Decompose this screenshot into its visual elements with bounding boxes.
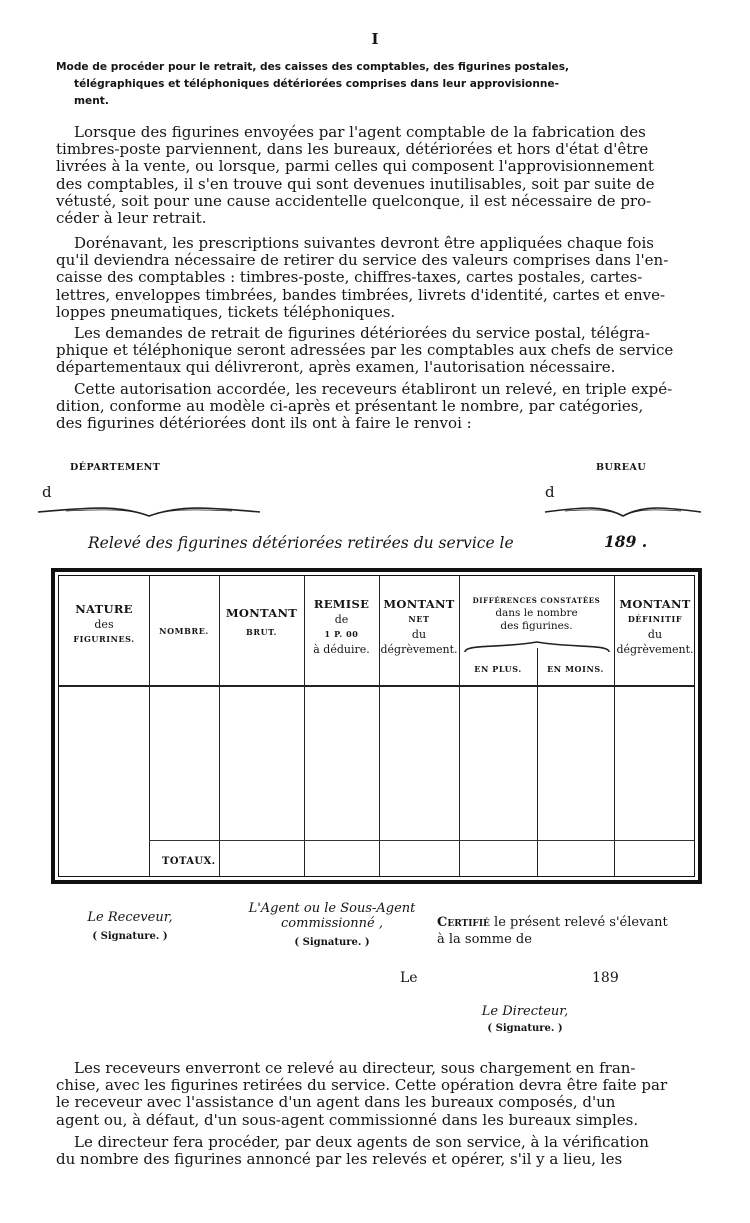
paragraph-6 — [56, 1134, 716, 1168]
page-number: I — [371, 30, 379, 48]
date-year: 189 — [592, 970, 619, 986]
p3-line-3: départementaux qui délivreront, après examen, l'autorisation nécessaire. — [56, 358, 616, 377]
th-differences-a: DIFFÉRENCES CONSTATÉES — [472, 596, 601, 605]
th-montant-definitif — [614, 597, 696, 657]
col-rule — [537, 648, 538, 876]
p2-line-4: lettres, enveloppes timbrées, bandes timbrées, livrets d'identité, cartes et enve- — [56, 285, 666, 304]
th-montant-brut — [219, 606, 304, 640]
th-montant-net-b: NET — [408, 614, 430, 624]
certifie-label: Certifié — [437, 915, 490, 930]
p1-line-6: céder à leur retrait. — [56, 209, 207, 228]
departement-flourish-rule — [36, 498, 262, 524]
p5-line-1: Les receveurs enverront ce relevé au directeur, sous chargement en fran- — [74, 1059, 636, 1077]
departement-label: DÉPARTEMENT — [70, 462, 161, 473]
th-nature-c: FIGURINES. — [73, 634, 135, 644]
paragraph-2 — [56, 235, 716, 321]
th-nature-b: des — [94, 618, 114, 631]
totaux-label: TOTAUX. — [162, 856, 216, 867]
bureau-d: d — [545, 483, 555, 501]
th-montant-net — [379, 597, 459, 657]
th-nature — [59, 602, 149, 647]
th-nombre — [149, 624, 219, 639]
paragraph-3 — [56, 325, 716, 377]
th-montant-definitif-a: MONTANT — [619, 597, 691, 611]
th-montant-definitif-d: dégrèvement. — [616, 643, 694, 656]
certifie-text: le présent relevé s'élevant — [489, 915, 668, 930]
th-montant-definitif-b: DÉFINITIF — [627, 614, 683, 624]
releve-table-inner — [58, 575, 695, 877]
releve-table — [51, 568, 702, 884]
th-remise-c: 1 P. 00 — [324, 629, 359, 639]
p6-line-1: Le directeur fera procéder, par deux agents de son service, à la vérification — [74, 1133, 649, 1151]
p5-line-3: le receveur avec l'assistance d'un agent dans les bureaux composés, d'un — [56, 1093, 616, 1112]
p3-line-2: phique et téléphonique seront adressées par les comptables aux chefs de service — [56, 341, 674, 360]
p5-line-2: chise, avec les figurines retirées du service. Cette opération devra être faite par — [56, 1076, 668, 1095]
th-montant-brut-a: MONTANT — [225, 606, 298, 620]
p2-line-2: qu'il deviendra nécessaire de retirer du service des valeurs comprises dans l'en- — [56, 251, 669, 270]
certifie-line-2: à la somme de — [437, 932, 532, 947]
th-remise-d: à déduire. — [313, 643, 370, 656]
th-montant-definitif-c: du — [647, 628, 663, 641]
th-remise — [304, 597, 379, 657]
p1-line-3: livrées à la vente, ou lorsque, parmi celles qui composent l'approvisionnement — [56, 157, 654, 176]
section-heading — [56, 59, 716, 110]
p5-line-4: agent ou, à défaut, d'un sous-agent commissionné dans les bureaux simples. — [56, 1110, 639, 1129]
agent-signature-block — [232, 901, 432, 948]
releve-title: Relevé des figurines détériorées retirées du service le — [88, 534, 514, 552]
p4-line-2: dition, conforme au modèle ci-après et présentant le nombre, par catégories, — [56, 397, 644, 416]
agent-title-line-1: L'Agent ou le Sous-Agent — [248, 901, 416, 916]
departement-d: d — [42, 483, 52, 501]
receveur-title: Le Receveur, — [87, 910, 173, 925]
p4-line-1: Cette autorisation accordée, les receveurs établiront un relevé, en triple expé- — [74, 380, 673, 398]
th-nature-a: NATURE — [75, 602, 133, 616]
p6-line-2: du nombre des figurines annoncé par les relevés et opérer, s'il y a lieu, les — [56, 1150, 623, 1169]
totals-rule — [149, 840, 694, 841]
paragraph-1 — [56, 124, 716, 227]
th-nombre-label: NOMBRE. — [159, 626, 209, 636]
bureau-flourish-rule — [543, 498, 703, 524]
th-differences — [459, 594, 614, 633]
agent-title-line-2: commissionné , — [281, 916, 383, 931]
paragraph-4 — [56, 381, 716, 433]
date-le: Le — [400, 970, 418, 986]
th-montant-net-d: dégrèvement. — [380, 643, 458, 656]
th-en-plus-label: EN PLUS. — [474, 664, 522, 674]
col-rule — [149, 576, 150, 876]
receveur-signature-note: ( Signature. ) — [92, 931, 168, 942]
p1-line-1: Lorsque des figurines envoyées par l'agent comptable de la fabrication des — [74, 123, 646, 141]
heading-line-3: ment. — [74, 95, 109, 107]
th-differences-c: des figurines. — [500, 620, 573, 632]
th-montant-brut-b: BRUT. — [245, 627, 278, 637]
paragraph-5 — [56, 1060, 716, 1129]
p2-line-3: caisse des comptables : timbres-poste, chiffres-taxes, cartes postales, cartes- — [56, 268, 643, 287]
header-rule — [59, 685, 694, 687]
th-remise-b: de — [334, 613, 349, 626]
p3-line-1: Les demandes de retrait de figurines détériorées du service postal, télégra- — [74, 324, 650, 342]
directeur-signature-note: ( Signature. ) — [487, 1023, 563, 1034]
p1-line-2: timbres-poste parviennent, dans les bureaux, détériorées et hors d'état d'être — [56, 140, 649, 159]
heading-line-1: Mode de procéder pour le retrait, des caisses des comptables, des figurines postales, — [56, 61, 570, 73]
heading-line-2: télégraphiques et téléphoniques détériorées comprises dans leur approvisionne- — [74, 78, 559, 90]
bureau-label: BUREAU — [596, 462, 647, 473]
th-en-plus — [459, 662, 537, 677]
directeur-title: Le Directeur, — [481, 1004, 569, 1019]
agent-signature-note: ( Signature. ) — [294, 937, 370, 948]
th-remise-a: REMISE — [313, 597, 370, 611]
th-en-moins — [537, 662, 614, 677]
directeur-signature-block — [455, 1004, 595, 1034]
p1-line-5: vétusté, soit pour une cause accidentelle quelconque, il est nécessaire de pro- — [56, 191, 652, 210]
th-en-moins-label: EN MOINS. — [547, 664, 604, 674]
releve-year: 189 . — [604, 532, 648, 551]
p2-line-5: loppes pneumatiques, tickets téléphoniques. — [56, 302, 396, 321]
differences-brace — [463, 640, 611, 654]
certification-block — [437, 914, 668, 948]
p2-line-1: Dorénavant, les prescriptions suivantes devront être appliquées chaque fois — [74, 234, 654, 252]
th-differences-b: dans le nombre — [495, 607, 578, 619]
p1-line-4: des comptables, il s'en trouve qui sont devenues inutilisables, soit par suite de — [56, 174, 655, 193]
receveur-signature-block — [70, 910, 190, 942]
th-montant-net-c: du — [411, 628, 427, 641]
p4-line-3: des figurines détériorées dont ils ont à faire le renvoi : — [56, 414, 472, 433]
th-montant-net-a: MONTANT — [383, 597, 455, 611]
